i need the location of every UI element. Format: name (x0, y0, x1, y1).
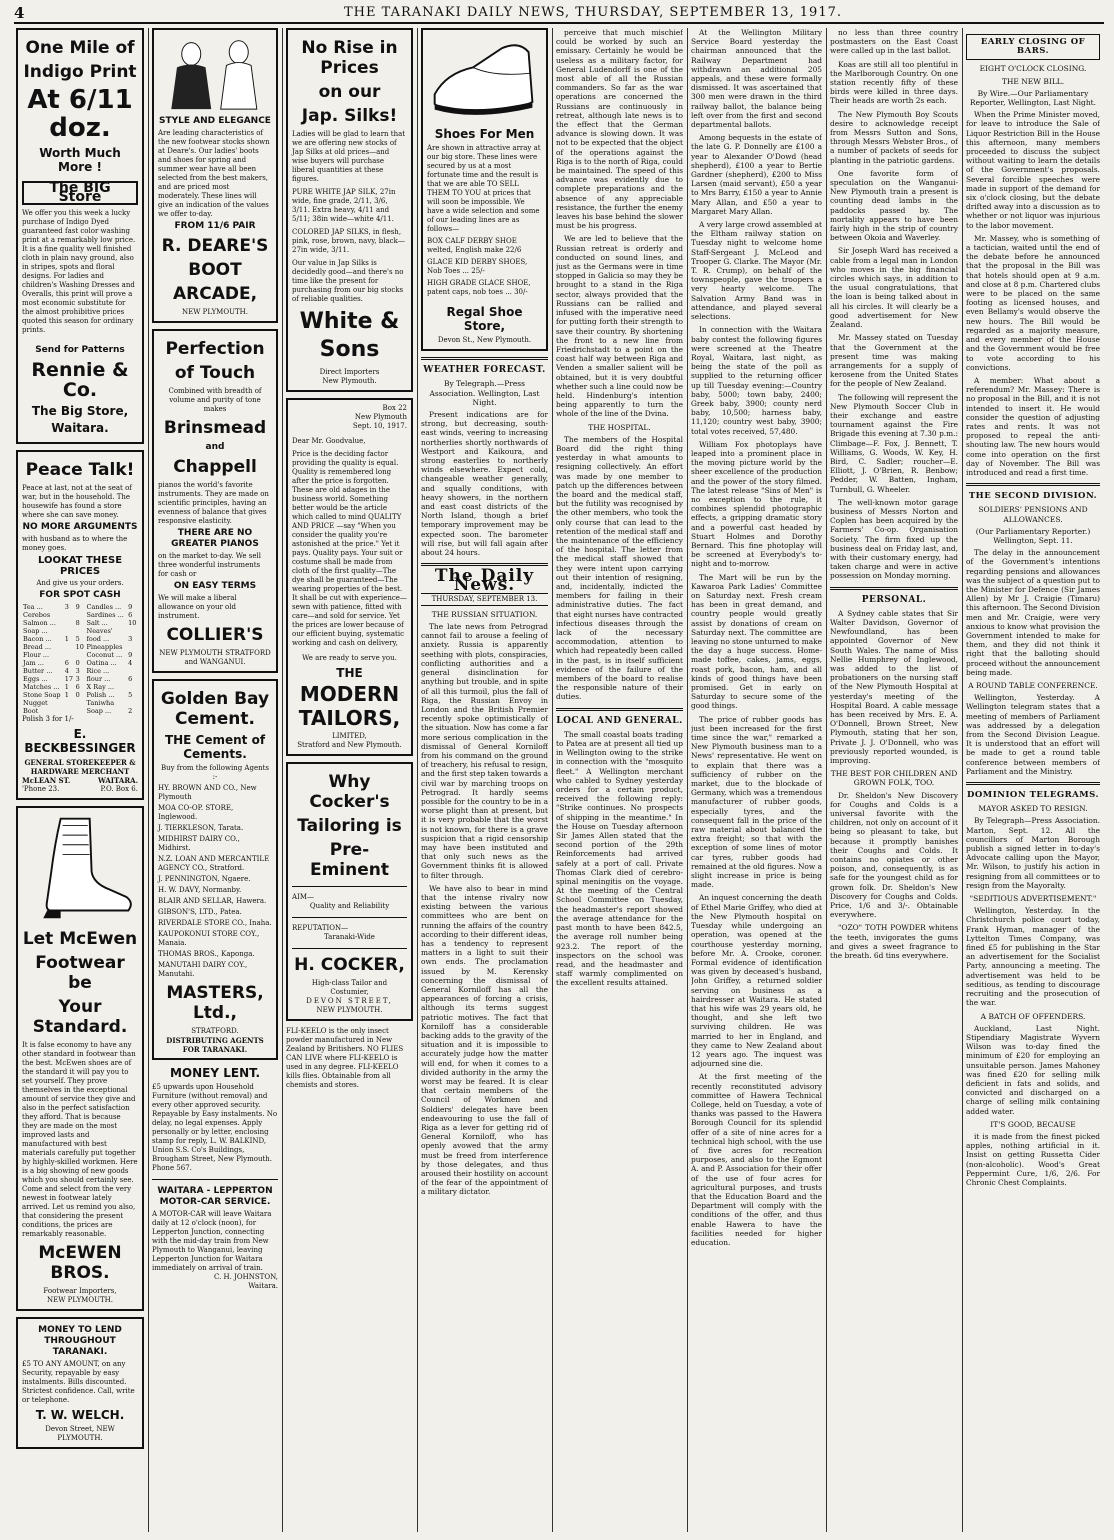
agent-item: GIBSON'S, LTD., Patea. (158, 908, 242, 917)
price-cell (64, 643, 75, 651)
price-row (22, 691, 138, 699)
article-paragraph: The Mart will be run by the Kawaroa Park Ladies' Committee on Saturday next. Fresh cream has been in great demand, and country people would greatly assist by donations of cream on Saturday next. The committee are leaving no stone unturned to make the day a huge success. Home-made toffee, cakes, jams, eggs, roast pork, bacon, ham, and all kinds of good things have been promised. Get in early on Saturday to secure some of the good things. (691, 572, 822, 711)
price-cell: 9 (75, 603, 80, 612)
ad-body: And give us your orders. (36, 579, 124, 588)
article-paragraph: William Fox photoplays have leaped into a prominent place in the moving picture world by the sheer excellence of the production and the power of the story filmed. The latest release "Sins of Men" is no exception to the rule, it combines splendid photographic effects, a gripping dramatic story and a powerful cast headed by Stuart Holmes and Dorothy Bernard. This fine photoplay will be screened at Everybody's to-night and to-morrow. (691, 439, 822, 569)
price-row (22, 643, 138, 651)
ad-body: Buy from the following Agents :- (160, 764, 270, 782)
ad-subhead: FROM 11/6 PAIR (174, 221, 256, 232)
ad-item: PURE WHITE JAP SILK, 27in wide, fine grade, 2/11, 3/6, 3/11. Extra heavy, 4/11 and 5/11; 38in wide—white 4/11. (292, 188, 396, 223)
price-cell: 9 (128, 603, 133, 612)
white-sons-silk-ad (286, 28, 413, 392)
ad-headline: Shoes For Men (434, 127, 535, 142)
price-row (22, 635, 138, 643)
indigo-print-ad (16, 28, 144, 444)
article-paragraph: The well-known motor garage business of Messrs Norton and Coplen has been acquired by the Farmers' Co-op. Organisation Society. The firm fixed up the business deal on Friday last, and, with their customary energy, had taken charge and were in active possession on Monday morning. (830, 497, 958, 581)
price-cell: 9 (128, 651, 133, 660)
page-number: 4 (14, 4, 26, 22)
money-to-lend-ad (16, 1317, 144, 1449)
ad-paragraph: Dr. Sheldon's New Discovery for Coughs and Colds is a universal favorite with the children, not only on account of it being so pleasant to take, but because it promptly banishes their Coughs and Colds. It contains no opiates or other poison, and, consequently, is as safe for the youngest child as for grown folk. Dr. Sheldon's New Discovery for Coughs and Colds. Price, 1/6 and 3/-. Obtainable everywhere. (830, 790, 958, 920)
price-cell: Pineapples (86, 643, 123, 652)
price-cell: Flour ... (23, 651, 50, 660)
price-cell: Rice ... (86, 667, 110, 676)
price-row (22, 627, 138, 635)
article-paragraph: We are led to believe that the Russian retreat is orderly and conducted on sound lines, and just as the Germans were in time stopped in Galicia so may they be brought to a stand in the Riga sector, always provided that the Russians can be rallied and infused with the imperative need for putting forth their strength to save their country. By shortening the front to a new line from Friedrichstadt to a point on the coast half way between Riga and Venden a smaller salient will be obtained, but it is very doubtful whether such a line could now be held. Hindenburg's intention being apparently to turn the whole of the line of the Dvina. (556, 234, 683, 419)
mcewen-footwear-ad (16, 806, 144, 1310)
firm-name: H. COCKER, (294, 955, 405, 975)
agent-item: KAUPOKONUI STORE COY., Manaia. (158, 930, 260, 948)
price-cell: 8 (75, 619, 80, 628)
ad-subhead: NO MORE ARGUMENTS (22, 522, 138, 533)
firm-name: MODERN (299, 682, 400, 706)
section-heading: LOCAL AND GENERAL. (556, 715, 683, 726)
firm-town: STRATFORD. (191, 1027, 239, 1036)
ad-item: BOX CALF DERBY SHOE welted, English make 22/6 (427, 237, 522, 255)
price-cell (75, 651, 86, 659)
firm-name: MASTERS, Ltd., (166, 983, 264, 1024)
brand-name: Chappell (173, 457, 257, 478)
column-6 (691, 28, 822, 1534)
price-row (22, 619, 138, 627)
price-cell: Jam ... (23, 659, 44, 668)
firm-name: Rennie & Co. (31, 359, 129, 402)
letter-salutation: Dear Mr. Goodvalue, (292, 437, 366, 445)
firm-town: Devon St., New Plymouth. (437, 336, 532, 345)
firm-name: THE (336, 666, 363, 680)
agent-item: MOA CO-OP. STORE, Inglewood. (158, 804, 234, 822)
column-rule (282, 28, 283, 1532)
section-heading: PERSONAL. (861, 594, 927, 605)
article-paragraph: The following will represent the New Plymouth Soccer Club in their exchange and eastre tournament against the Fire Brigade this evening at 7.30 p.m.: Climbage—F. Fox, J. Bennett, T. Williams, G. Woods, W. Key, H. Bird, C. Sadler; roucher—E. Elliott, J. O'Brien, R. Benbow; Pedder, W. Batten, Ingham, Turnbull, G. Wheeler. (830, 392, 958, 494)
price-cell: 4 (128, 659, 133, 668)
ad-town: Waitara. (248, 1282, 278, 1291)
ad-body: Peace at last, not at the seat of war, but in the household. The housewife has found a store where she can save money. (22, 484, 132, 520)
article-paragraph: The late news from Petrograd cannot fail to arouse a feeling of anxiety. Russia is apparently seething with plots, conspiracies, conflicting authorities and a general disinclination for anything but trouble, and in spite of all this turmoil, plus the fall of Riga, the Russian Envoy in London and the British Premier recently spoke optimistically of the situation. Now has come a far more serious complication in the dismissal of General Korniloff from his command on the ground of treachery, his refusal to resign, and the first step taken towards a civil war by marching troops on Petrograd. It hardly seems possible for the country to be in a worse plight than at present, but it is very probable that the worst is not known, for there is a grave suspicion that a rigid censorship may have been instituted and that only such news as the Government thinks fit is allowed to filter through. (421, 622, 548, 880)
price-cell: Neaves' (86, 627, 113, 636)
ad-label: AIM— (292, 893, 314, 901)
article-paragraph: An inquest concerning the death of Ethel Marie Griffey, who died at the New Plymouth hospital on Tuesday while undergoing an operation, was opened at the courthouse yesterday morning, before Mr. A. Crooke, coroner. Formal evidence of identification was given by deceased's husband, John Griffey, a returned soldier serving on business as a hairdresser at Waitara. He stated that his wife was 29 years old, he thought, and she left two surviving children. He was married to her in England, and they came to New Zealand about 12 years ago. The inquest was adjourned sine die. (691, 893, 822, 1069)
agent-item: MANUTAHI DAIRY COY., Manutahi. (158, 961, 248, 979)
price-cell: 17 (64, 675, 74, 684)
firm-street: DEVON STREET, (306, 997, 393, 1005)
price-row (22, 603, 138, 611)
price-cell: 5 (75, 635, 80, 644)
price-row (22, 683, 138, 691)
article-paragraph: Mr. Massey, who is something of a tactician, waited until the end of the debate before he announced that the proposal in the Bill was that hotels should open at 9 a.m. and close at 8 p.m. Chartered clubs were to be placed on the same footing as licensed houses, and even Bellamy's would observe the new hours. The Bill would be regarded as a majority measure, and every member of the House and the Government would be free to vote according to his convictions. (966, 233, 1100, 372)
motor-car-service-ad (152, 1186, 278, 1291)
article-paragraph: The price of rubber goods has just been increased for the first time since the war," remarked a New Plymouth business man to a News' representative. He went on to explain that there was a sufficiency of rubber on the market, due to the blockade of Germany, which was a tremendous manufacturer of rubber goods, especially tyres, and the consequent fall in the price of the raw material about balanced the extra freight; so that with the exception of some lines of motor car tyres, rubber goods had remained at the old figures. Now a slight increase in price is being made. (691, 714, 822, 890)
firm-name: TAILORS, (298, 706, 401, 730)
agent-item: N.Z. LOAN AND MERCANTILE AGENCY CO., Stratford. (158, 855, 270, 873)
article-paragraph: The members of the Hospital Board did the right thing yesterday in what amounts to resigning collectively. An effort was made by one member to patch up the differences between the board and the medical staff, but the futility was recognised by the other members, who took the only course that can lead to the retention of the medical staff and the maintenance of the efficiency of the hospital. The letter from the medical staff showed that they were intent upon carrying out their intention of resigning, and, incidentally, indicted the members for failing in their administrative duties. The fact that eight nurses have contracted infectious diseases through the lack of the necessary accommodation, attention to which had repeatedly been called in the past, is in itself sufficient evidence of the failure of the members of the board to realise the responsible nature of their duties. (556, 434, 683, 702)
article-paragraph: Auckland, Last Night. Stipendiary Magistrate Wyvern Wilson was to-day fined the minimum of £20 for employing an unsuitable person. James Mahoney was fined £20 for selling milk deficient in fats and solids, and convicted and discharged on a charge of selling milk containing added water. (966, 1023, 1100, 1116)
price-cell (127, 699, 138, 707)
price-cell: Sardines ... (86, 611, 124, 620)
column-8 (966, 28, 1100, 1534)
masthead (14, 4, 1104, 24)
ad-headline: STYLE AND ELEGANCE (159, 116, 271, 127)
price-cell: Polish ... (86, 691, 115, 700)
price-cell: 10 (75, 643, 84, 652)
ad-headline: Pre-Eminent (309, 840, 389, 880)
collier-piano-ad (152, 329, 278, 673)
price-row (22, 651, 138, 659)
ad-headline: MONEY TO LEND THROUGHOUT TARANAKI. (38, 1324, 122, 1357)
price-cell (64, 651, 75, 659)
subheading: MAYOR ASKED TO RESIGN. (978, 804, 1088, 814)
ad-paragraph: it is made from the finest picked apples, nothing artificial in it. Insist on getting Russetta Cider (non-alcoholic). Wood's Great Peppermint Cure, 1/6, 2/6. For Chronic Chest Complaints. (966, 1131, 1100, 1187)
ad-headline: Perfection (165, 339, 265, 360)
price-row (22, 675, 138, 683)
article-paragraph: Mr. Massey stated on Tuesday that the Government at the present time was making arrangements for a supply of kerosene from the United States for the people of New Zealand. (830, 333, 958, 389)
column-7 (830, 28, 958, 1534)
ad-subhead: ON EASY TERMS (173, 581, 257, 592)
firm-name: E. BECKBESSINGER (24, 727, 136, 756)
price-cell (64, 699, 75, 707)
ad-headline: Peace Talk! (25, 460, 135, 481)
ad-heading: THE BEST FOR CHILDREN AND GROWN FOLK, TOO. (830, 769, 958, 788)
article-paragraph: Sir Joseph Ward has received a cable from a legal man in London who moves in the big financial circles which says, in addition to the usual congratulations, that the loan is being talked about in all his circles. It will clearly be a good advertisement for New Zealand. (830, 246, 958, 330)
price-cell: 4 (64, 667, 69, 676)
price-cell (64, 707, 75, 715)
article-paragraph: A Sydney cable states that Sir Walter Davidson, Governor of Newfoundland, has been appointed Governor of New South Wales. The name of Miss Nellie Humphrey of Inglewood, was added to the list of probationers on the nursing staff of the New Plymouth Hospital at yesterday's meeting of the Hospital Board. A cable message has been received by Mrs. E. A. O'Donnell, Brown Street, New Plymouth, stating that her son, Private J. J. O'Donnell, who was previously reported wounded, is improving. (830, 608, 958, 766)
price-cell: Stone Soap (23, 691, 61, 700)
price-cell: Bacon ... (23, 635, 52, 644)
firm-town: NEW PLYMOUTH. (47, 1295, 113, 1304)
agent-item: J. PENNINGTON, Ngaere. (158, 875, 251, 884)
letter-address: New Plymouth (354, 413, 407, 421)
ad-body: We will make a liberal allowance on your old instrument. (158, 594, 237, 621)
masthead-title: THE TARANAKI DAILY NEWS, THURSDAY, SEPTEMBER 13, 1917. (344, 5, 843, 20)
price-cell: food ... (86, 635, 110, 644)
ad-item: HIGH GRADE GLACE SHOE, patent caps, nob toes ... 30/- (427, 279, 531, 297)
firm-sub: Footwear Importers, (43, 1286, 117, 1295)
column-rule (417, 28, 418, 1532)
ad-body: on the market to-day. We sell three wonderful instruments for cash or (158, 552, 261, 579)
newspaper-nameplate: The Daily News. (434, 566, 535, 596)
column-3 (286, 28, 413, 1534)
price-cell: 10 (128, 619, 137, 628)
price-cell: flour ... (86, 675, 111, 684)
firm-town: NEW PLYMOUTH. (316, 1006, 383, 1014)
section-heading: EARLY CLOSING OF BARS. (966, 34, 1100, 60)
article-paragraph: no less than three country postmasters on the East Coast were called up in the last ballot. (830, 28, 958, 56)
subheading: SOLDIERS' PENSIONS AND ALLOWANCES. (978, 505, 1088, 524)
subheading: EIGHT O'CLOCK CLOSING. (979, 64, 1087, 74)
article-paragraph: Among bequests in the estate of the late G. P. Donnelly are £100 a year to Alexander O'Dowd (head shepherd), £100 a year to Bertie Gardner (shepherd), £200 to Miss Larsen (maid servant), £50 a year to Mrs Barry, £150 a year to Annie Mary Allan, and £50 a year to Margaret Mary Allan. (691, 133, 822, 216)
firm-sub: The Big Store, (31, 404, 129, 419)
firm-towns: Stratford and New Plymouth. (297, 741, 402, 749)
price-cell (127, 667, 138, 675)
price-cell: Nugget (23, 699, 48, 708)
price-cell: Boot (23, 707, 39, 716)
firm-sub: GENERAL STOREKEEPER & HARDWARE MERCHANT (24, 758, 136, 777)
firm-street: McLEAN ST. (22, 776, 71, 786)
article-paragraph: The New Plymouth Boy Scouts desire to acknowledge receipt from Messrs Sutton and Sons, through Messrs Webster Bros., of a number of packets of seeds for planting in the patriotic gardens. (830, 109, 958, 165)
price-cell (127, 683, 138, 691)
firm-box: P.O. Box 6. (100, 785, 138, 794)
price-cell: 2 (128, 707, 133, 716)
firm-sub: Direct Importers (319, 368, 380, 376)
price-cell: Salmon ... (23, 619, 56, 628)
price-cell: Tea ... (23, 603, 43, 612)
agent-item: MIDHIRST DAIRY CO., Midhirst. (158, 835, 240, 853)
brand-name: Brinsmead (163, 418, 267, 439)
price-row (22, 707, 138, 715)
agent-item: HY. BROWN AND CO., New Plymouth (158, 784, 257, 802)
column-5 (556, 28, 683, 1534)
article-paragraph: Present indications are for strong, but decreasing, south-east winds, veering to increasing northerlies shortly northwards of Westport and Kaikoura, and strong easterlies to northerly winds elsewhere. Expect cold, changeable weather generally, and squally conditions, with heavy showers, in the northern and east coast districts of the North Island, though a brief temporary improvement may be expected soon. The barometer will rise, but will fall again after about 24 hours. (421, 410, 548, 558)
article-paragraph: One favorite form of speculation on the Wanganui-New Plymouth train a present is counting dead lambs in the paddocks passed by. The mortality appears to have been fairly high in the strip of country between Okoia and Waverley. (830, 168, 958, 243)
firm-town: Waitara. (51, 421, 109, 436)
agent-item: BLAIR AND SELLAR, Hawera. (158, 897, 267, 906)
letter-closing: We are ready to serve you. (302, 654, 397, 662)
letter-box: Box 22 (382, 404, 407, 412)
column-1 (16, 28, 144, 1534)
price-cell: 1 (64, 691, 69, 700)
ad-headline: Why Cocker's (309, 772, 390, 812)
ad-body: £5 upwards upon Household Furniture (without removal) and every other approved security. Repayable by Easy instalments. No delay, no legal expenses. Apply personally or by letter, enclosing stamp for reply, L. W. BALKIND, Union S.S. Co's Buildings, Brougham Street, New Plymouth. Phone 567. (152, 1083, 278, 1173)
price-cell: 6 (128, 611, 133, 620)
ad-body: with husband as to where the money goes. (22, 535, 128, 553)
ad-subhead: LOOKAT THESE PRICES (37, 555, 123, 578)
price-table (22, 603, 138, 715)
figures-illustration-icon (158, 34, 272, 112)
section-heading: DOMINION TELEGRAMS. (967, 790, 1099, 801)
article-paragraph: A very large crowd assembled at the Eltham railway station on Tuesday night to welcome home Staff-Sergeant J. McLeod and Trooper G. Clarke. The Mayor (Mr. T. R. Crump), on behalf of the townspeople, gave the troopers a very hearty welcome. The Salvation Army Band was in attendance, and played several selections. (691, 220, 822, 322)
cocker-tailoring-ad (286, 762, 413, 1021)
ad-body: Our value in Jap Silks is decidedly good—and there's no time like the present for purchasing from our big stocks of reliable qualities. (292, 259, 404, 303)
price-cell: Taniwha (86, 699, 115, 708)
article-paragraph: The delay in the announcement of the Government's intentions regarding pensions and allowances was the subject of a question put to the Minister for Defence (Sir James Allen) by Mr J. Craigie (Timaru) this afternoon. The Second Division men and Mr. Craigie, were very anxious to know what provision the Government intended to make for them, and they did not think it right that the balloting should proceed without the announcement being made. (966, 548, 1100, 677)
firm-sub: DISTRIBUTING AGENTS FOR TARANAKI. (166, 1036, 264, 1055)
price-row (22, 611, 138, 619)
brand-name: and (205, 442, 225, 453)
firm-name: McEWEN BROS. (38, 1242, 122, 1283)
article-paragraph: Wellington, Yesterday. A Wellington telegram states that a meeting of members of Parliament was addressed by a delegation from the Second Division League. It is understood that an effort will be made to get a round table conference between members of Parliament and the Ministry. (966, 693, 1100, 776)
ad-body: £5 TO ANY AMOUNT, on any Security, repayable by easy instalments. Bills discounted. Strictest confidence. Call, write or telephone. (22, 1359, 135, 1404)
price-cell: Candles ... (86, 603, 122, 612)
price-cell (64, 611, 75, 619)
ad-value: Quality and Reliability (309, 902, 390, 910)
ad-headline: Let McEwen (22, 928, 138, 949)
price-cell: Soap ... (23, 627, 48, 636)
price-row (22, 699, 138, 707)
article-paragraph: By Telegraph—Press Association. Marton, Sept. 12. All the councillors of Marton Borough publish a signed letter in to-day's Advocate calling upon the Mayor, Mr. Wilson, to justify his action in resigning from all committees or to resign from the Mayoralty. (966, 816, 1100, 890)
price-cell: 1 (64, 683, 69, 692)
ad-value: Taranaki-Wide (324, 933, 375, 941)
article-paragraph: When the Prime Minister moved, for leave to introduce the Sale of Liquor Restriction Bill in the House this afternoon, many members proceeded to discuss the subject without waiting to learn the details of the Government's proposals. Several forcible speeches were made in support of the demand for six o'clock closing, but the debate drifted away into a discussion as to whether or not liquor was injurious to the labor movement. (966, 110, 1100, 230)
price-cell: Oatina ... (86, 659, 117, 668)
article-paragraph: The small coastal boats trading to Patea are at present all tied up in Wellington owing to the strike in connection with the "mosquito fleet." A Wellington merchant who cabled to Sydney yesterday orders for a certain product, received the following reply: "Strike continues. No prospects of shipping in the meantime." In the House on Tuesday afternoon Sir James Allen stated that the second portion of the 29th Reinforcements had arrived safely at a port of call. Private Thomas Clark died of cerebro-spinal meningitis on the voyage. At the meeting of the Central School Committee on Tuesday, the headmaster's report showed the average attendance for the past month to have been 842.5, the average roll number being 923.2. The report of the inspectors on the school was read, and the headmaster and staff warmly complimented on the excellent results attained. (556, 729, 683, 988)
ad-headline: Tailoring is (297, 816, 402, 836)
price-cell (127, 643, 138, 651)
price-cell (127, 627, 138, 635)
firm-phone: 'Phone 23. (22, 785, 60, 794)
article-paragraph: We have also to bear in mind that the intense rivalry now existing between the various committees who are bent on running the affairs of the country according to their different ideas, has a tendency to represent matters in a light to suit their own ends. The proclamation issued by M. Kerensky concerning the dismissal of General Korniloff has all the appearances of forcing a crisis, although its terms suggest patriotic motives. The fact that Korniloff has a considerable backing adds to the gravity of the situation and it is impossible to accurately judge how the matter will end, for when it comes to a divided authority in the army the worst may be feared. It is clear that certain members of the Council of Workmen and Soldiers' delegates have been endeavouring to use the fall of Riga as a lever for getting rid of General Korniloff, who has openly avowed that the army must be freed from interference by those delegates, and thus aroused their hostility on account of the fear of the appointment of a military dictator. (421, 883, 548, 1197)
firm-name: R. DEARE'S (161, 236, 269, 257)
article-paragraph: A member: What about a referendum? Mr. Massey: There is no proposal in the Bill, and it is not intended to insert it. He would consider the question of adjusting rates and rents. It was not proposed to repeal the anti-shouting law. The new hours would come into operation on the first day of November. The Bill was introduced and read a first time. (966, 375, 1100, 477)
ad-paragraph: "OZO" TOTH POWDER whitens the teeth, invigorates the gums and gives a sweet fragrance to the breath. 6d tins everywhere. (830, 923, 958, 961)
price-cell (75, 611, 86, 619)
price-cell: 5 (128, 691, 133, 700)
ad-body: Combined with breadth of volume and purity of tone makes (168, 387, 262, 414)
agent-item: J. TIERKLESON, Tarata. (158, 824, 244, 833)
firm-town: WAITARA. (97, 776, 138, 786)
ad-item: GLACE KID DERBY SHOES, Nob Toes ... 25/- (427, 258, 528, 276)
ad-body: Ladies will be glad to learn that we are offering new stocks of Jap Silks at old prices—and wise buyers will purchase liberal quantities at these figures. (292, 130, 406, 183)
ad-headline: of Touch (174, 363, 256, 384)
ad-headline: Footwear be (35, 952, 125, 993)
agent-item: H. W. DAVY, Normanby. (158, 886, 242, 895)
ad-headline: WAITARA - LEPPERTON MOTOR-CAR SERVICE. (157, 1186, 273, 1208)
ad-price: At 6/11 doz. (27, 85, 133, 143)
price-cell: 0 (75, 691, 80, 700)
price-cell (75, 699, 86, 707)
golden-bay-cement-ad (152, 679, 278, 1060)
subheading: "SEDITIOUS ADVERTISEMENT." (969, 894, 1097, 904)
price-cell: X Ray ... (86, 683, 115, 692)
firm-sub: High-class Tailor and Costumier, (311, 979, 388, 996)
price-cell: 6 (128, 675, 133, 684)
price-row (22, 667, 138, 675)
firm-sub: LIMITED, (332, 732, 367, 740)
editorial-heading: THE RUSSIAN SITUATION. (431, 609, 538, 619)
editorial-heading: THE HOSPITAL. (588, 422, 651, 432)
price-cell: Butter ... (23, 667, 53, 676)
ad-patterns: Send for Patterns (35, 345, 125, 356)
article-paragraph: Wellington, Yesterday. In the Christchurch police court today, Frank Hyman, manager of the Lyttelton Times Company, was fined £5 for publishing in the Star an advertisement for the Socialist Party, announcing a meeting. The advertisement was held to be seditious, as tending to discourage recruiting and the prosecution of the war. (966, 906, 1100, 1008)
ad-subhead: Worth Much More ! (39, 146, 121, 174)
ad-headline: on our (318, 82, 381, 102)
subheading: THE NEW BILL. (1001, 76, 1065, 86)
column-rule (826, 28, 827, 1532)
price-cell: 1 (64, 635, 69, 644)
price-cell: Soap ... (86, 707, 112, 716)
price-row (22, 659, 138, 667)
article-paragraph: At the Wellington Military Service Board yesterday the chairman announced that the Railway Department had withdrawn an additional 205 appeals, and these were formally dismissed. It was ascertained that 300 men were drawn in the third railway ballot, the balance being left over from the first and second departmental ballots. (691, 28, 822, 130)
agent-item: THOMAS BROS., Kaponga. (158, 950, 255, 959)
deare-boot-ad (152, 28, 278, 323)
editorial-date: THURSDAY, SEPTEMBER 13. (421, 593, 548, 606)
dateline: By Wire.—Our Parliamentary Reporter, Wellington, Last Night. (969, 88, 1097, 108)
flikeelo-ad: FLI-KEELO is the only insect powder manufactured in New Zealand by Britishers. NO FLIES CAN LIVE where FLI-KEELO is used in any degree. FLI-KEELO kills flies. Obtainable from all chemists and stores. (286, 1027, 404, 1089)
ad-headline: Your Standard. (32, 996, 128, 1037)
ad-headline: MONEY LENT. (169, 1066, 261, 1081)
column-2 (152, 28, 278, 1534)
letter-body: Price is the deciding factor providing the quality is equal. Quality is remembered long after the price is forgotten. These are old adages in the business world. Something better would be the article which called to mind QUALITY AND PRICE —say "When you consider the quality you're astonished at the price." Yet it pays. Quality pays. Your suit or costume shall be made from cloth of the first quality—The dye shall be guaranteed—The wearing properties of the best. It shall be cut with experience—sewn with patience, fitted with care—and sold for service. Yet the prices are lower because of our efficient buying, systematic working and cash on delivery, (292, 450, 407, 647)
letter-date: Sept. 10, 1917. (352, 422, 407, 430)
ad-subhead: FOR SPOT CASH (39, 590, 121, 601)
price-cell: Eggs ... (23, 675, 48, 684)
subheading: A ROUND TABLE CONFERENCE. (968, 681, 1098, 690)
modern-tailors-ad (286, 398, 413, 756)
ad-label: REPUTATION— (292, 924, 349, 932)
peace-talk-ad (16, 450, 144, 800)
price-cell (75, 707, 86, 715)
column-rule (962, 28, 963, 1532)
ad-body: Are shown in attractive array at our big store. These lines were secured by us at a most fortunate time and the result is that we are able TO SELL THEM TO YOU at prices that will soon be impossible. We have a wide selection and some of our leading lines are as follows— (427, 144, 541, 234)
ad-heading: IT'S GOOD, BECAUSE (990, 1119, 1076, 1129)
price-cell: 6 (75, 683, 80, 692)
firm-name: Regal Shoe Store, (446, 305, 523, 334)
firm-towns: NEW PLYMOUTH STRATFORD and WANGANUI. (159, 649, 271, 667)
price-cell: 3 (75, 675, 80, 684)
price-cell: 3 (128, 635, 133, 644)
ad-note: Polish 3 for 1/- (22, 715, 74, 724)
price-cell: 3 (75, 667, 80, 676)
subheading: A BATCH OF OFFENDERS. (980, 1011, 1086, 1021)
ad-body: It is false economy to have any other standard in footwear than the best. McEwen shoes are of the standard it will pay you to set yourself. They prove themselves in the exceptional amount of service they give and also in the perfect satisfaction they afford. That is because they are made on the most improved lasts and manufactured with best materials carefully put together by highly-skilled workmen. Here is a big showing of new goods which you should certainly see. Come and select from the very newest in footwear lately arrived. Let us remind you also, that considering the present conditions, the prices are remarkably reasonable. (22, 1040, 138, 1238)
dateline: (Our Parliamentary Reporter.) Wellington, Sept. 11. (975, 526, 1091, 545)
ad-body: Are leading characteristics of the new footwear stocks shown at Deare's. Our ladies' boots and shoes for spring and summer wear have all been selected from the best makers, and are priced most moderately. These lines will give an indication of the values we offer to-day. (158, 129, 270, 219)
price-cell: Salt ... (86, 619, 108, 628)
ad-body: pianos the world's favorite instruments. They are made on scientific principles, having an evenness of balance that gives responsive elasticity. (158, 481, 269, 526)
ad-subhead: THE Cement of Cements. (164, 733, 266, 762)
agent-list (158, 784, 272, 979)
store-logo: The BIG Store (22, 181, 138, 205)
ad-item: COLORED JAP SILKS, in flesh, pink, rose, brown, navy, black—27in wide, 3/11. (292, 228, 405, 254)
section-heading: THE SECOND DIVISION. (968, 491, 1098, 502)
ad-body: We offer you this week a lucky purchase of Indigo Dyed guaranteed fast color washing print at a remarkably low price. It is a fine quality well finished cloth in plain navy ground, also in stripes, spots and floral designs. For ladies and children's Washing Dresses and Overalls, this print will prove a most economic substitute for the almost prohibitive prices quoted this season for ordinary prints. (22, 209, 136, 335)
price-cell: Matches ... (23, 683, 60, 692)
shoe-illustration-icon (427, 34, 542, 122)
column-rule (552, 28, 553, 1532)
ad-signature: C. H. JOHNSTON, (214, 1273, 278, 1282)
ad-headline: Golden Bay Cement. (160, 689, 270, 730)
price-cell: 6 (64, 659, 69, 668)
price-cell: Coconut ... (86, 651, 123, 660)
price-cell: Cerebos (23, 611, 51, 620)
firm-town: NEW PLYMOUTH. (182, 308, 248, 317)
ad-subhead: THERE ARE NO GREATER PIANOS (171, 528, 259, 550)
price-cell (64, 627, 75, 635)
price-cell (75, 627, 86, 635)
ad-headline: No Rise in Prices (301, 38, 398, 78)
article-paragraph: In connection with the Waitara baby contest the following figures were screened at the Theatre Royal, Waitara, last night, as being the state of the poll as supplied to the returning officer up till Tuesday evening:—Country baby, 5000; town baby, 2400; Greek baby, 3900; county nerd baby, 10,500; harness baby, 11,120; country west baby, 3900; total votes received, 57,480. (691, 325, 822, 436)
firm-name: BOOT (188, 260, 242, 281)
agent-item: RIVERDALE STORE CO., Inaha. (158, 919, 272, 928)
article-paragraph: At the first meeting of the recently reconstituted advisory committee of Hawera Technical College, held on Tuesday, a vote of thanks was passed to the Hawera Borough Council for its splendid offer of a site of nine acres for a technical high school, with the use of five acres for recreation purposes, and also to the Egmont A. and P. Association for their offer of the use of four acres for agricultural purposes, and trusts that the Education Board and the Department will comply with the conditions of the offer, and thus enable Hawera to have the facilities needed for higher education. (691, 1072, 822, 1247)
section-heading: WEATHER FORECAST. (423, 365, 546, 376)
price-cell (64, 619, 75, 627)
article-paragraph: Koas are still all too plentiful in the Marlborough Country. On one station recently fifty of these birds were killed in three days. Their heads are worth 2s each. (830, 59, 958, 106)
column-4 (421, 28, 548, 1534)
ad-headline: Jap. Silks! (301, 106, 398, 126)
regal-shoe-ad (421, 28, 548, 351)
ad-headline: Indigo Print (23, 62, 137, 82)
price-cell: Bread ... (23, 643, 52, 652)
firm-name: ARCADE, (172, 284, 258, 305)
firm-name: T. W. WELCH. (35, 1407, 125, 1422)
firm-name: White & Sons (299, 309, 400, 362)
money-lent-ad (152, 1066, 278, 1173)
firm-street: Devon Street, NEW PLYMOUTH. (45, 1424, 115, 1442)
ad-headline: One Mile of (25, 38, 135, 58)
price-cell: 3 (64, 603, 69, 612)
boot-illustration-icon (22, 812, 138, 922)
column-rule (687, 28, 688, 1532)
article-paragraph: perceive that much mischief could be worked by such an emissary. Certainly he would be useless as a military factor, for General Ludendorff is one of the most able of all the Russian commanders. So far as the war operations are concerned the Russians are continuously in retreat, although late news is to the effect that the German advance is slowing down. It was not to be expected that the object of the operations against the Riga is to the north of Riga, could be maintained. The speed of this advance was evidently due to complete preparations and the absence of any appreciable resistance, the further the enemy leaves his base behind the slower must be his progress. (556, 28, 683, 231)
price-cell: 0 (75, 659, 80, 668)
dateline: By Telegraph.—Press Association. Wellington, Last Night. (429, 379, 540, 407)
column-rule (148, 28, 149, 1532)
firm-name: COLLIER'S (166, 625, 264, 646)
firm-town: New Plymouth. (322, 377, 377, 385)
ad-body: A MOTOR-CAR will leave Waitara daily at 12 o'clock (noon), for Lepperton Junction, connecting with the mid-day train from New Plymouth to Wanganui, leaving Lepperton Junction for Waitara immediately on arrival of train. (152, 1210, 272, 1273)
